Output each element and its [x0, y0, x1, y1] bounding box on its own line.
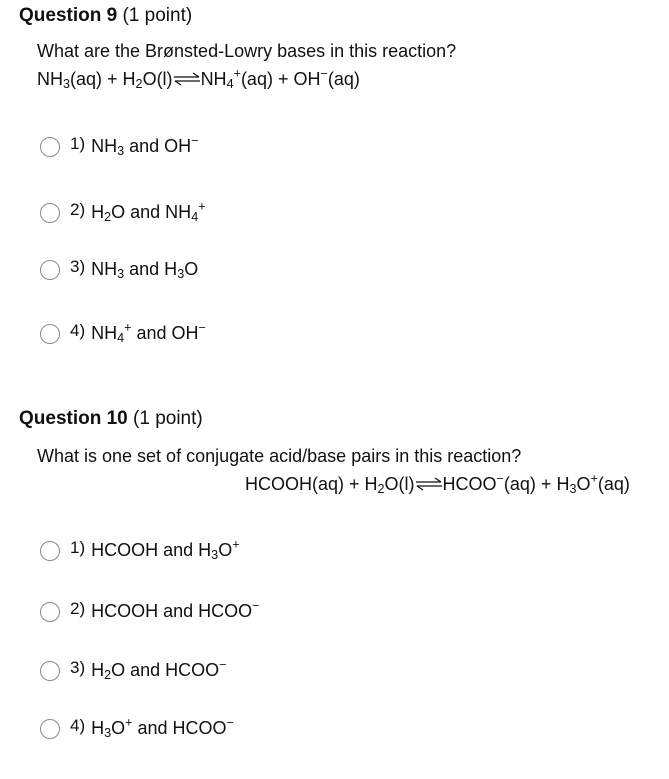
- q10-option-1[interactable]: [40, 537, 240, 563]
- equilibrium-arrow-icon: [173, 72, 201, 86]
- radio-button[interactable]: [40, 719, 60, 739]
- radio-button[interactable]: [40, 137, 60, 157]
- q9-option-4[interactable]: [40, 320, 206, 346]
- option-label: $H_2O$ and $NH_4^+$: [91, 199, 206, 225]
- option-number: 3): [70, 256, 86, 276]
- radio-button[interactable]: [40, 203, 60, 223]
- option-number: 3): [70, 657, 86, 677]
- q10-option-2[interactable]: [40, 598, 260, 622]
- question-number: Question 9: [19, 5, 118, 26]
- q9-option-1[interactable]: [40, 133, 199, 159]
- option-number: 4): [70, 715, 86, 735]
- question-10-prompt: What is one set of conjugate acid/base pairs in this reaction?: [37, 446, 522, 466]
- option-label: $NH_3$ and $H_3O$: [91, 259, 199, 282]
- option-label: HCOOH and HCOO−: [91, 598, 260, 621]
- question-10-equation: HCOOH(aq) + $H_2O(l)$ HCOO−(aq) + $H_3O^+(aq)$: [245, 471, 630, 497]
- q9-option-2[interactable]: [40, 199, 206, 225]
- equilibrium-arrow-icon: [415, 477, 443, 491]
- question-9-equation: $NH_3(aq) + H_2O(l) NH_4^+(aq) + OH^-(aq)$: [37, 66, 360, 92]
- question-points: (1 point): [133, 408, 203, 429]
- radio-button[interactable]: [40, 661, 60, 681]
- option-label: $NH_3$ and OH−: [91, 133, 199, 159]
- question-9-prompt: What are the Brønsted-Lowry bases in this reaction?: [37, 41, 457, 61]
- question-10-header: [19, 408, 203, 430]
- option-label: $H_3O^+$ and HCOO−: [91, 715, 234, 741]
- q10-option-4[interactable]: [40, 715, 234, 741]
- option-label: $NH_4^+$ and OH−: [91, 320, 206, 346]
- option-label: $H_2O$ and HCOO−: [91, 657, 227, 683]
- radio-button[interactable]: [40, 541, 60, 561]
- option-number: 1): [70, 537, 86, 557]
- option-number: 1): [70, 133, 86, 153]
- q9-option-3[interactable]: [40, 256, 199, 282]
- option-number: 2): [70, 598, 86, 618]
- q10-option-3[interactable]: [40, 657, 227, 683]
- question-number: Question 10: [19, 408, 128, 429]
- option-number: 2): [70, 199, 86, 219]
- question-points: (1 point): [122, 5, 193, 26]
- radio-button[interactable]: [40, 602, 60, 622]
- option-number: 4): [70, 320, 86, 340]
- radio-button[interactable]: [40, 260, 60, 280]
- option-label: HCOOH and $H_3O^+$: [91, 537, 240, 563]
- radio-button[interactable]: [40, 324, 60, 344]
- question-9-header: [19, 5, 192, 27]
